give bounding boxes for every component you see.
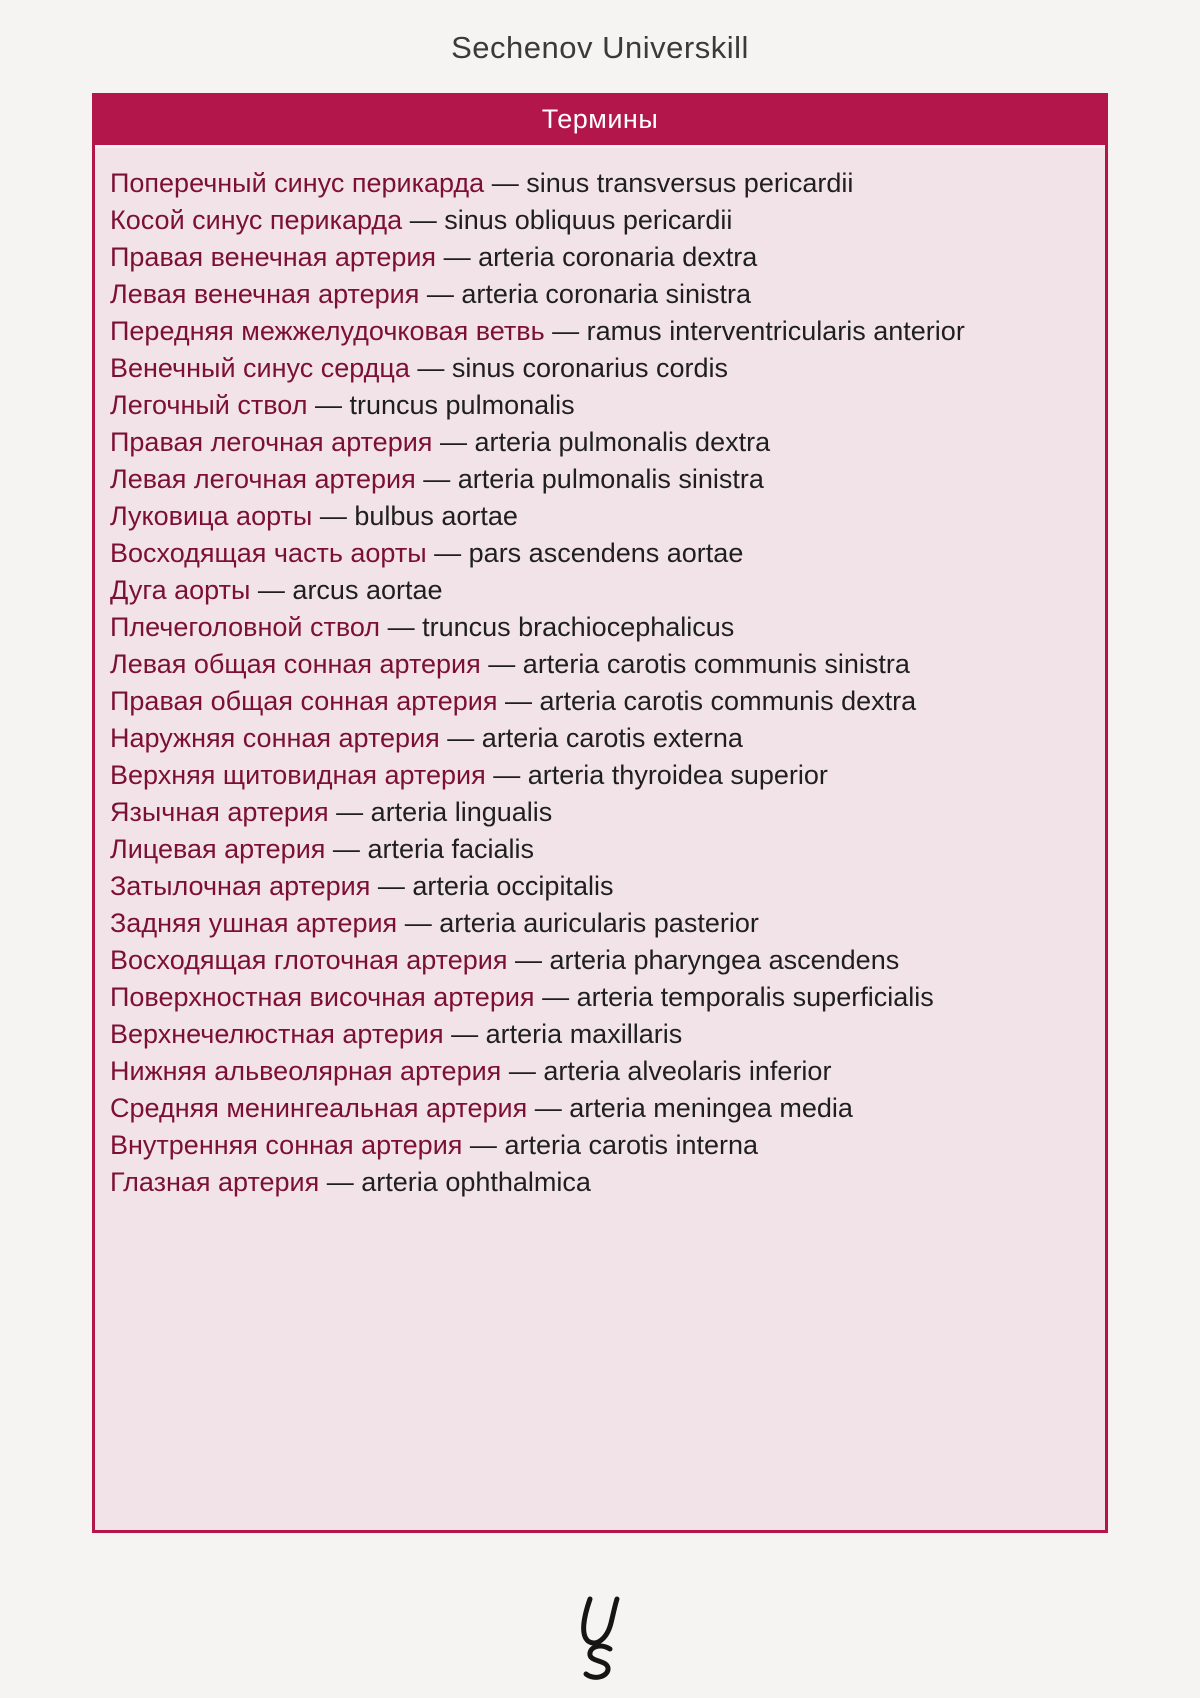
term-russian: Левая венечная артерия <box>110 279 420 309</box>
term-russian: Правая венечная артерия <box>110 242 437 272</box>
term-latin: arteria alveolaris inferior <box>543 1056 832 1086</box>
term-latin: arteria lingualis <box>370 797 553 827</box>
term-russian: Лицевая артерия <box>110 834 326 864</box>
term-row <box>110 794 1089 831</box>
term-latin: arteria thyroidea superior <box>527 760 828 790</box>
term-row <box>110 350 1089 387</box>
term-row <box>110 387 1089 424</box>
term-separator: — <box>447 723 475 753</box>
term-latin: arteria carotis communis sinistra <box>522 649 910 679</box>
term-row <box>110 831 1089 868</box>
term-separator: — <box>493 760 521 790</box>
term-latin: arteria pulmonalis sinistra <box>457 464 764 494</box>
term-row <box>110 609 1089 646</box>
term-russian: Задняя ушная артерия <box>110 908 398 938</box>
term-russian: Правая легочная артерия <box>110 427 433 457</box>
term-russian: Нижняя альвеолярная артерия <box>110 1056 502 1086</box>
term-row <box>110 239 1089 276</box>
term-separator: — <box>451 1019 479 1049</box>
term-latin: sinus transversus pericardii <box>526 168 854 198</box>
term-separator: — <box>336 797 364 827</box>
term-separator: — <box>488 649 516 679</box>
term-russian: Луковица аорты <box>110 501 313 531</box>
term-russian: Язычная артерия <box>110 797 329 827</box>
term-russian: Поверхностная височная артерия <box>110 982 535 1012</box>
term-russian: Средняя менингеальная артерия <box>110 1093 528 1123</box>
term-separator: — <box>508 1056 536 1086</box>
term-row <box>110 868 1089 905</box>
term-russian: Легочный ствол <box>110 390 308 420</box>
term-russian: Левая общая сонная артерия <box>110 649 481 679</box>
term-separator: — <box>491 168 519 198</box>
term-separator: — <box>434 538 462 568</box>
term-latin: ramus interventricularis anterior <box>586 316 965 346</box>
term-latin: arteria facialis <box>367 834 534 864</box>
term-separator: — <box>443 242 471 272</box>
term-russian: Наружняя сонная артерия <box>110 723 440 753</box>
term-row <box>110 1053 1089 1090</box>
term-row <box>110 498 1089 535</box>
term-latin: arteria carotis communis dextra <box>539 686 917 716</box>
term-latin: truncus brachiocephalicus <box>422 612 735 642</box>
term-latin: arcus aortae <box>292 575 443 605</box>
term-latin: arteria ophthalmica <box>361 1167 591 1197</box>
term-separator: — <box>426 279 454 309</box>
term-row <box>110 313 1089 350</box>
term-latin: bulbus aortae <box>354 501 518 531</box>
term-row <box>110 1090 1089 1127</box>
term-russian: Затылочная артерия <box>110 871 371 901</box>
term-row <box>110 757 1089 794</box>
term-row <box>110 424 1089 461</box>
term-russian: Верхняя щитовидная артерия <box>110 760 486 790</box>
term-latin: truncus pulmonalis <box>349 390 575 420</box>
term-russian: Правая общая сонная артерия <box>110 686 498 716</box>
term-latin: pars ascendens aortae <box>468 538 744 568</box>
term-row <box>110 905 1089 942</box>
term-row <box>110 1164 1089 1201</box>
terms-list <box>95 145 1105 1530</box>
term-latin: arteria maxillaris <box>485 1019 683 1049</box>
term-row <box>110 202 1089 239</box>
term-separator: — <box>319 501 347 531</box>
term-russian: Глазная артерия <box>110 1167 320 1197</box>
term-separator: — <box>514 945 542 975</box>
term-separator: — <box>552 316 580 346</box>
term-latin: arteria occipitalis <box>412 871 614 901</box>
term-russian: Левая легочная артерия <box>110 464 416 494</box>
term-latin: arteria coronaria dextra <box>478 242 758 272</box>
term-separator: — <box>542 982 570 1012</box>
term-latin: sinus coronarius cordis <box>451 353 729 383</box>
term-russian: Восходящая часть аорты <box>110 538 427 568</box>
term-russian: Внутренняя сонная артерия <box>110 1130 463 1160</box>
term-separator: — <box>439 427 467 457</box>
term-russian: Косой синус перикарда <box>110 205 403 235</box>
term-row <box>110 461 1089 498</box>
page-title: Sechenov Universkill <box>451 30 749 65</box>
term-latin: arteria pulmonalis dextra <box>474 427 771 457</box>
term-row <box>110 720 1089 757</box>
term-separator: — <box>423 464 451 494</box>
term-row <box>110 1016 1089 1053</box>
term-separator: — <box>332 834 360 864</box>
term-row <box>110 165 1089 202</box>
term-row <box>110 1127 1089 1164</box>
term-separator: — <box>326 1167 354 1197</box>
terms-panel <box>92 93 1108 1533</box>
term-latin: arteria carotis interna <box>504 1130 759 1160</box>
term-russian: Дуга аорты <box>110 575 251 605</box>
term-separator: — <box>404 908 432 938</box>
term-russian: Верхнечелюстная артерия <box>110 1019 444 1049</box>
term-row <box>110 979 1089 1016</box>
term-separator: — <box>417 353 445 383</box>
term-latin: arteria meningea media <box>569 1093 853 1123</box>
term-separator: — <box>409 205 437 235</box>
term-russian: Плечеголовной ствол <box>110 612 381 642</box>
terms-panel-header: Термины <box>95 96 1105 145</box>
term-row <box>110 535 1089 572</box>
term-latin: arteria coronaria sinistra <box>461 279 752 309</box>
term-russian: Поперечный синус перикарда <box>110 168 485 198</box>
logo-container <box>0 1592 1200 1692</box>
term-russian: Передняя межжелудочковая ветвь <box>110 316 545 346</box>
term-latin: sinus obliquus pericardii <box>444 205 733 235</box>
term-russian: Восходящая глоточная артерия <box>110 945 508 975</box>
term-row <box>110 276 1089 313</box>
term-separator: — <box>257 575 285 605</box>
term-row <box>110 646 1089 683</box>
term-separator: — <box>387 612 415 642</box>
term-separator: — <box>377 871 405 901</box>
term-row <box>110 572 1089 609</box>
term-row <box>110 942 1089 979</box>
universkill-logo-icon <box>559 1592 641 1692</box>
term-separator: — <box>469 1130 497 1160</box>
term-row <box>110 683 1089 720</box>
term-latin: arteria pharyngea ascendens <box>549 945 900 975</box>
term-separator: — <box>314 390 342 420</box>
term-separator: — <box>504 686 532 716</box>
term-latin: arteria auricularis pasterior <box>439 908 759 938</box>
term-latin: arteria temporalis superficialis <box>576 982 934 1012</box>
term-separator: — <box>534 1093 562 1123</box>
term-latin: arteria carotis externa <box>481 723 743 753</box>
term-russian: Венечный синус сердца <box>110 353 410 383</box>
